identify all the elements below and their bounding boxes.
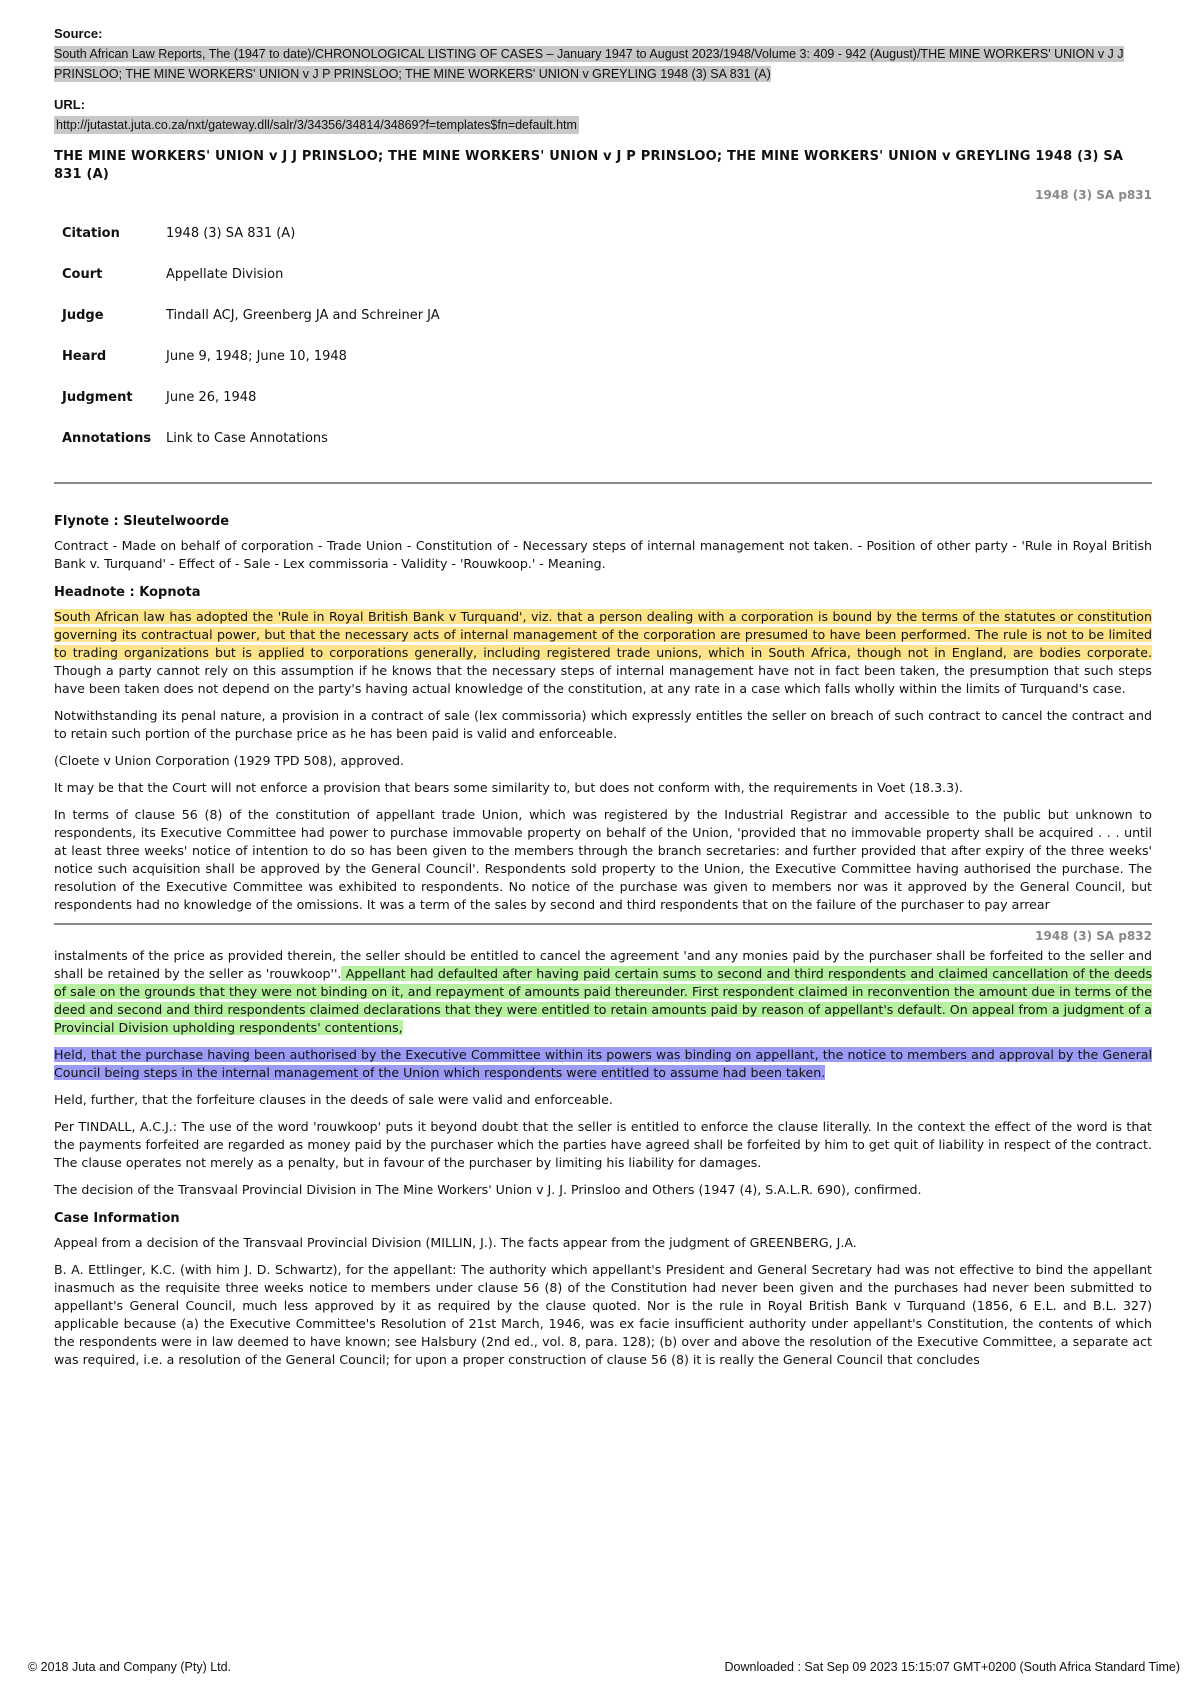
- url-label: URL:: [54, 97, 86, 112]
- meta-key: Judgment: [62, 390, 133, 405]
- headnote-heading: Headnote : Kopnota: [54, 585, 201, 600]
- source-block: [54, 26, 1152, 83]
- annotations-link[interactable]: Link to Case Annotations: [166, 431, 328, 446]
- flynote-heading: Flynote : Sleutelwoorde: [54, 514, 230, 529]
- headnote-paragraph-8: Held, further, that the forfeiture clauses in the deeds of sale were valid and enforceable.: [54, 1092, 613, 1107]
- meta-row-court: [62, 267, 440, 308]
- section-divider: [54, 482, 1152, 484]
- headnote-paragraph-2: Notwithstanding its penal nature, a provision in a contract of sale (lex commissoria) which expressly entitles the seller on breach of such contract to cancel the contract and to retain such portion of the purchase price as he has been paid is valid and enforceable.: [54, 708, 1152, 741]
- meta-value: 1948 (3) SA 831 (A): [166, 226, 296, 241]
- case-information-heading: Case Information: [54, 1211, 180, 1226]
- case-info-paragraph-1: Appeal from a decision of the Transvaal Provincial Division (MILLIN, J.). The facts appear from the judgment of GREENBERG, J.A.: [54, 1235, 857, 1250]
- highlight-yellow: South African law has adopted the 'Rule in Royal British Bank v Turquand', viz. that a person dealing with a corporation is bound by the terms of the statutes or constitution governing its contractual power, but that the necessary acts of internal management of the corporation are presumed to have been performed. The rule is not to be limited to trading organizations but is applied to corporations generally, including registered trade unions, which in South Africa, though not in England, are bodies corporate.: [54, 609, 1152, 660]
- page-break-divider: [54, 923, 1152, 925]
- meta-row-annotations: [62, 431, 440, 472]
- case-info-paragraph-2: B. A. Ettlinger, K.C. (with him J. D. Schwartz), for the appellant: The authority which appellant's President and General Secretary had was not effective to bind the appellant inasmuch as the requisite three weeks notice to members under clause 56 (8) of the Constitution had never been given and the purchases had never been submitted to appellant's General Council, much less approved by it as required by the clause quoted. Nor is the rule in Royal British Bank v Turquand (1856, 6 E.L. and B.L. 327) applicable because (a) the Executive Committee's Resolution of 21st March, 1946, was ex facie insufficient authority under appellant's Constitution, the contents of which the respondents were in law deemed to have known; see Halsbury (2nd ed., vol. 8, para. 128); (b) over and above the resolution of the Executive Committee, a separate act was required, i.e. a resolution of the General Council; for upon a proper construction of clause 56 (8) it is really the General Council that concludes: [54, 1262, 1152, 1367]
- meta-key: Annotations: [62, 431, 152, 446]
- source-text: South African Law Reports, The (1947 to date)/CHRONOLOGICAL LISTING OF CASES – January 1947 to August 2023/1948/Volume 3: 409 - 942 (August)/THE MINE WORKERS' UNION v J J PRINSLOO; THE MINE WORKERS' UNION v J P PRINSLOO; THE MINE WORKERS' UNION v GREYLING 1948 (3) SA 831 (A): [54, 47, 1124, 81]
- url-link[interactable]: http://jutastat.juta.co.za/nxt/gateway.dll/salr/3/34356/34814/34869?f=templates$fn=default.htm: [56, 118, 577, 132]
- meta-value: June 26, 1948: [166, 390, 257, 405]
- headnote-paragraph-9: Per TINDALL, A.C.J.: The use of the word 'rouwkoop' puts it beyond doubt that the seller is entitled to enforce the clause literally. In the context the effect of the word is that the payments forfeited are regarded as money paid by the purchaser which the parties have agreed shall be forfeited by him to get quit of liability in respect of the contract. The clause operates not merely as a penalty, but in favour of the purchaser by limiting his liability for damages.: [54, 1119, 1152, 1170]
- meta-value: June 9, 1948; June 10, 1948: [166, 349, 347, 364]
- url-block: [54, 97, 1152, 134]
- headnote-paragraph-6: [54, 947, 1152, 1037]
- highlight-blue: Held, that the purchase having been authorised by the Executive Committee within its powers was binding on appellant, the notice to members and approval by the General Council being steps in the internal management of the Union which respondents were entitled to assume had been taken.: [54, 1047, 1152, 1080]
- highlight-green: Appellant had defaulted after having paid certain sums to second and third respondents and claimed cancellation of the deeds of sale on the grounds that they were not binding on it, and repayment of amounts paid thereunder. First respondent claimed in reconvention the amount due in terms of the deed and second and third respondents claimed declarations that they were entitled to retain amounts paid by reason of appellant's default. On appeal from a judgment of a Provincial Division upholding respondents' contentions,: [54, 966, 1153, 1035]
- meta-value: Appellate Division: [166, 267, 284, 282]
- meta-row-citation: [62, 226, 440, 267]
- meta-key: Citation: [62, 226, 120, 241]
- headnote-paragraph-3: (Cloete v Union Corporation (1929 TPD 508), approved.: [54, 753, 405, 768]
- footer-download-timestamp: Downloaded : Sat Sep 09 2023 15:15:07 GMT+0200 (South Africa Standard Time): [724, 1660, 1180, 1674]
- flynote-text: Contract - Made on behalf of corporation - Trade Union - Constitution of - Necessary steps of internal management not taken. - Position of other party - 'Rule in Royal British Bank v. Turquand' - Effect of - Sale - Lex commissoria - Validity - 'Rouwkoop.' - Meaning.: [54, 538, 1152, 571]
- source-label: Source:: [54, 26, 103, 41]
- meta-key: Heard: [62, 349, 107, 364]
- footer-copyright: © 2018 Juta and Company (Pty) Ltd.: [28, 1660, 232, 1674]
- meta-row-heard: [62, 349, 440, 390]
- meta-key: Court: [62, 267, 103, 282]
- case-metadata-table: [62, 226, 440, 472]
- meta-value: Tindall ACJ, Greenberg JA and Schreiner JA: [166, 308, 440, 323]
- headnote-paragraph-10: The decision of the Transvaal Provincial Division in The Mine Workers' Union v J. J. Prinsloo and Others (1947 (4), S.A.L.R. 690), confirmed.: [54, 1182, 922, 1197]
- meta-row-judgment: [62, 390, 440, 431]
- case-title: THE MINE WORKERS' UNION v J J PRINSLOO; THE MINE WORKERS' UNION v J P PRINSLOO; THE MINE WORKERS' UNION v GREYLING 1948 (3) SA 831 (A): [54, 149, 1124, 182]
- meta-key: Judge: [62, 308, 104, 323]
- headnote-paragraph-4: It may be that the Court will not enforce a provision that bears some similarity to, but does not conform with, the requirements in Voet (18.3.3).: [54, 780, 964, 795]
- document-page: [54, 26, 1152, 1378]
- headnote-paragraph-6-start: instalments of the price as provided therein, the seller should be entitled to cancel the agreement 'and any monies paid by the purchaser shall be forfeited to the seller and shall be retained by the seller as 'rouwkoop''.: [54, 948, 1152, 981]
- headnote-paragraph-1-rest: Though a party cannot rely on this assumption if he knows that the necessary steps of internal management have not in fact been taken, the presumption that such steps have been taken does not depend on the party's having actual knowledge of the constitution, at any rate in a case which falls wholly within the limits of Turquand's case.: [54, 663, 1152, 696]
- page-reference-831: 1948 (3) SA p831: [1035, 188, 1152, 202]
- page-reference-832: 1948 (3) SA p832: [1035, 929, 1152, 943]
- headnote-paragraph-1: [54, 608, 1152, 698]
- meta-row-judge: [62, 308, 440, 349]
- headnote-paragraph-7: [54, 1046, 1152, 1082]
- headnote-paragraph-5: In terms of clause 56 (8) of the constitution of appellant trade Union, which was registered by the Industrial Registrar and accessible to the public but unknown to respondents, its Executive Committee had power to purchase immovable property on behalf of the Union, 'provided that no immovable property shall be acquired . . . until at least three weeks' notice of intention to do so has been given to the members through the branch secretaries: and further provided that after expiry of the three weeks' notice such acquisition shall be approved by the General Council'. Respondents sold property to the Union, the Executive Committee having authorised the purchase. The resolution of the Executive Committee was exhibited to respondents. No notice of the purchase was given to members nor was it approved by the General Council, but respondents had no knowledge of the omissions. It was a term of the sales by second and third respondents that on the failure of the purchaser to pay arrear: [54, 807, 1152, 912]
